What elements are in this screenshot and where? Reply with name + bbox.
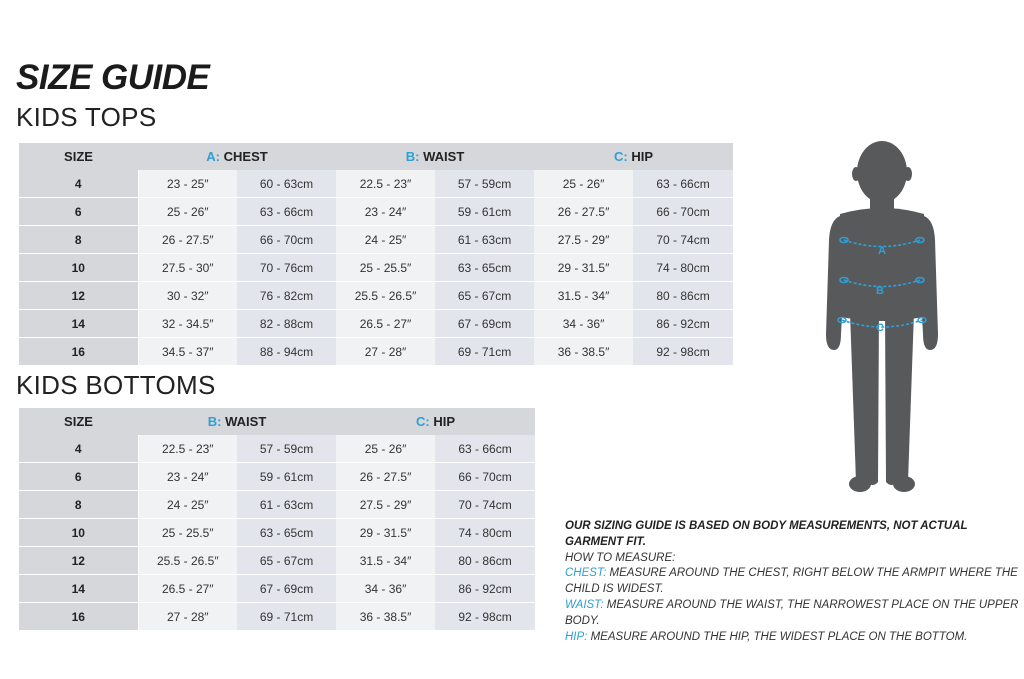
notes-chest	[565, 566, 1020, 598]
hip-cm-cell: 70 - 74cm	[633, 226, 733, 254]
size-cell: 14	[19, 310, 138, 338]
hip-inches-cell: 26 - 27.5″	[336, 463, 435, 491]
table-row	[19, 254, 733, 282]
chest-cm-cell: 82 - 88cm	[237, 310, 336, 338]
chest-cm-cell: 66 - 70cm	[237, 226, 336, 254]
hip-cm-cell: 80 - 86cm	[435, 547, 535, 575]
notes-intro: OUR SIZING GUIDE IS BASED ON BODY MEASUREMENTS, NOT ACTUAL GARMENT FIT.	[565, 520, 968, 548]
waist-cm-cell: 65 - 67cm	[237, 547, 336, 575]
waist-header-label: WAIST	[225, 414, 267, 429]
size-cell: 12	[19, 547, 138, 575]
size-column-header: SIZE	[19, 143, 138, 170]
chest-header-label: CHEST	[223, 149, 268, 164]
waist-cm-cell: 61 - 63cm	[237, 491, 336, 519]
hip-letter: C:	[614, 149, 628, 164]
waist-inches-cell: 27 - 28″	[336, 338, 435, 366]
waist-cm-cell: 57 - 59cm	[237, 435, 336, 463]
waist-inches-cell: 23 - 24″	[336, 198, 435, 226]
waist-inches-cell: 27 - 28″	[138, 603, 237, 631]
notes-hip-label: HIP:	[565, 630, 588, 643]
size-cell: 16	[19, 603, 138, 631]
hip-inches-cell: 26 - 27.5″	[534, 198, 633, 226]
kids-bottoms-table	[19, 408, 535, 631]
hip-inches-cell: 27.5 - 29″	[534, 226, 633, 254]
notes-chest-text: MEASURE AROUND THE CHEST, RIGHT BELOW THE ARMPIT WHERE THE CHILD IS WIDEST.	[565, 567, 1018, 596]
measure-label-b: B	[876, 285, 884, 297]
waist-header-label: WAIST	[423, 149, 465, 164]
hip-letter: C:	[416, 414, 430, 429]
table-row	[19, 575, 535, 603]
size-cell: 12	[19, 282, 138, 310]
waist-column-header	[138, 408, 336, 435]
chest-inches-cell: 27.5 - 30″	[138, 254, 237, 282]
table-row	[19, 491, 535, 519]
waist-cm-cell: 57 - 59cm	[435, 170, 534, 198]
chest-inches-cell: 30 - 32″	[138, 282, 237, 310]
waist-cm-cell: 65 - 67cm	[435, 282, 534, 310]
waist-inches-cell: 26.5 - 27″	[336, 310, 435, 338]
hip-cm-cell: 92 - 98cm	[633, 338, 733, 366]
chest-cm-cell: 60 - 63cm	[237, 170, 336, 198]
waist-cm-cell: 69 - 71cm	[237, 603, 336, 631]
hip-inches-cell: 31.5 - 34″	[534, 282, 633, 310]
waist-cm-cell: 63 - 65cm	[237, 519, 336, 547]
table-row	[19, 547, 535, 575]
waist-inches-cell: 26.5 - 27″	[138, 575, 237, 603]
notes-waist	[565, 598, 1020, 630]
waist-inches-cell: 25.5 - 26.5″	[336, 282, 435, 310]
table-row	[19, 226, 733, 254]
table-row	[19, 198, 733, 226]
hip-cm-cell: 86 - 92cm	[435, 575, 535, 603]
size-cell: 10	[19, 254, 138, 282]
kids-tops-title: KIDS TOPS	[16, 102, 157, 132]
hip-column-header	[336, 408, 535, 435]
notes-waist-label: WAIST:	[565, 598, 604, 611]
hip-inches-cell: 34 - 36″	[534, 310, 633, 338]
waist-inches-cell: 22.5 - 23″	[336, 170, 435, 198]
hip-inches-cell: 36 - 38.5″	[534, 338, 633, 366]
waist-cm-cell: 63 - 65cm	[435, 254, 534, 282]
measurement-notes	[565, 519, 1020, 645]
table-row	[19, 463, 535, 491]
table-row	[19, 310, 733, 338]
hip-cm-cell: 74 - 80cm	[435, 519, 535, 547]
hip-inches-cell: 25 - 26″	[534, 170, 633, 198]
hip-header-label: HIP	[631, 149, 654, 164]
chest-cm-cell: 88 - 94cm	[237, 338, 336, 366]
table-row	[19, 519, 535, 547]
waist-inches-cell: 24 - 25″	[138, 491, 237, 519]
chest-inches-cell: 34.5 - 37″	[138, 338, 237, 366]
hip-inches-cell: 27.5 - 29″	[336, 491, 435, 519]
chest-cm-cell: 63 - 66cm	[237, 198, 336, 226]
waist-cm-cell: 59 - 61cm	[435, 198, 534, 226]
hip-cm-cell: 63 - 66cm	[435, 435, 535, 463]
size-cell: 16	[19, 338, 138, 366]
size-cell: 8	[19, 226, 138, 254]
chest-inches-cell: 32 - 34.5″	[138, 310, 237, 338]
waist-inches-cell: 25 - 25.5″	[336, 254, 435, 282]
waist-inches-cell: 24 - 25″	[336, 226, 435, 254]
measure-label-a: A	[878, 245, 886, 257]
hip-cm-cell: 70 - 74cm	[435, 491, 535, 519]
table-row	[19, 170, 733, 198]
hip-header-label: HIP	[433, 414, 456, 429]
hip-inches-cell: 34 - 36″	[336, 575, 435, 603]
size-cell: 8	[19, 491, 138, 519]
hip-inches-cell: 29 - 31.5″	[336, 519, 435, 547]
table-header-row	[19, 408, 535, 435]
child-body-illustration	[812, 136, 952, 498]
notes-waist-text: MEASURE AROUND THE WAIST, THE NARROWEST PLACE ON THE UPPER BODY.	[565, 598, 1019, 627]
waist-cm-cell: 69 - 71cm	[435, 338, 534, 366]
waist-letter: B:	[405, 149, 420, 164]
waist-letter: B:	[207, 414, 222, 429]
notes-hip-text: MEASURE AROUND THE HIP, THE WIDEST PLACE ON THE BOTTOM.	[590, 630, 968, 643]
waist-cm-cell: 61 - 63cm	[435, 226, 534, 254]
table-row	[19, 603, 535, 631]
hip-inches-cell: 36 - 38.5″	[336, 603, 435, 631]
hip-inches-cell: 25 - 26″	[336, 435, 435, 463]
chest-cm-cell: 70 - 76cm	[237, 254, 336, 282]
size-cell: 14	[19, 575, 138, 603]
table-row	[19, 435, 535, 463]
size-cell: 6	[19, 463, 138, 491]
hip-inches-cell: 31.5 - 34″	[336, 547, 435, 575]
size-cell: 4	[19, 435, 138, 463]
table-row	[19, 338, 733, 366]
notes-hip	[565, 630, 1020, 646]
hip-inches-cell: 29 - 31.5″	[534, 254, 633, 282]
hip-cm-cell: 74 - 80cm	[633, 254, 733, 282]
waist-cm-cell: 67 - 69cm	[435, 310, 534, 338]
hip-cm-cell: 80 - 86cm	[633, 282, 733, 310]
table-header-row	[19, 143, 733, 170]
page-title: SIZE GUIDE	[16, 58, 210, 97]
measure-label-c: C	[876, 322, 884, 334]
hip-cm-cell: 66 - 70cm	[435, 463, 535, 491]
size-column-header: SIZE	[19, 408, 138, 435]
waist-column-header	[336, 143, 534, 170]
chest-inches-cell: 26 - 27.5″	[138, 226, 237, 254]
waist-inches-cell: 23 - 24″	[138, 463, 237, 491]
hip-cm-cell: 92 - 98cm	[435, 603, 535, 631]
hip-cm-cell: 66 - 70cm	[633, 198, 733, 226]
size-cell: 10	[19, 519, 138, 547]
hip-cm-cell: 86 - 92cm	[633, 310, 733, 338]
notes-chest-label: CHEST:	[565, 567, 607, 580]
chest-letter: A:	[206, 149, 221, 164]
kids-tops-table	[19, 143, 733, 366]
hip-column-header	[534, 143, 733, 170]
waist-inches-cell: 22.5 - 23″	[138, 435, 237, 463]
hip-cm-cell: 63 - 66cm	[633, 170, 733, 198]
chest-cm-cell: 76 - 82cm	[237, 282, 336, 310]
table-row	[19, 282, 733, 310]
waist-inches-cell: 25.5 - 26.5″	[138, 547, 237, 575]
chest-inches-cell: 25 - 26″	[138, 198, 237, 226]
kids-bottoms-title: KIDS BOTTOMS	[16, 370, 216, 400]
waist-inches-cell: 25 - 25.5″	[138, 519, 237, 547]
body-silhouette	[826, 141, 938, 492]
size-cell: 4	[19, 170, 138, 198]
waist-cm-cell: 67 - 69cm	[237, 575, 336, 603]
notes-how-to: HOW TO MEASURE:	[565, 551, 676, 564]
waist-cm-cell: 59 - 61cm	[237, 463, 336, 491]
chest-column-header	[138, 143, 336, 170]
chest-inches-cell: 23 - 25″	[138, 170, 237, 198]
size-cell: 6	[19, 198, 138, 226]
